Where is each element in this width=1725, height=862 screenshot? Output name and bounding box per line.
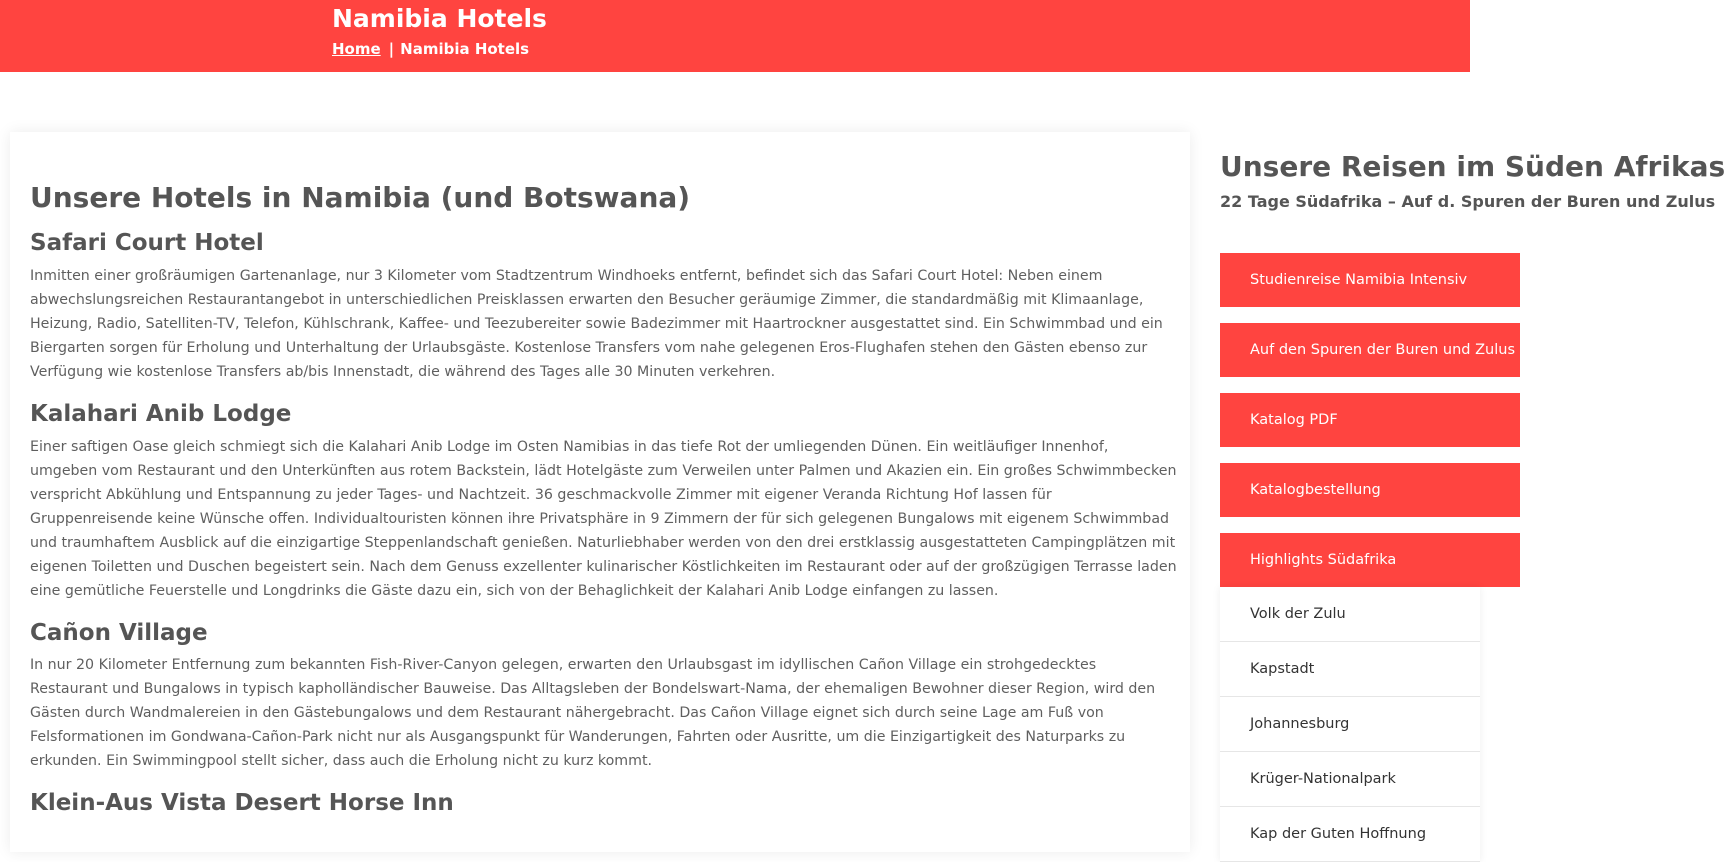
sidebar-button-katalogbestellung[interactable]: Katalogbestellung: [1220, 463, 1520, 517]
sidebar-link-krueger-nationalpark[interactable]: Krüger-Nationalpark: [1220, 752, 1480, 807]
breadcrumb: [332, 40, 529, 58]
hotel-description-safari-court: Inmitten einer großräumigen Gartenanlage, nur 3 Kilometer vom Stadtzentrum Windhoeks entfernt, befindet sich das Safari Court Hotel: Neben einem abwechslungsreichen Restaurantangebot in unterschiedlichen Preisklassen erwarten den Besucher geräumige Zimmer, die standardmäßig mit Klimaanlage, Heizung, Radio, Satelliten-TV, Telefon, Kühlschrank, Kaffee- und Teezubereiter sowie Badezimmer mit Haartrockner ausgestattet sind. Ein Schwimmbad und ein Biergarten sorgen für Erholung und Unterhaltung der Urlaubsgäste. Kostenlose Transfers vom nahe gelegenen Eros-Flughafen stehen den Gästen ebenso zur Verfügung wie kostenlose Transfers ab/bis Innenstadt, die während des Tages alle 30 Minuten verkehren.: [30, 267, 1163, 380]
hotel-name-safari-court: Safari Court Hotel: [30, 230, 264, 256]
main-content: [30, 180, 1178, 824]
sidebar-link-johannesburg[interactable]: Johannesburg: [1220, 697, 1480, 752]
sidebar-button-highlights-suedafrika[interactable]: Highlights Südafrika: [1220, 533, 1520, 587]
sidebar-heading: Unsere Reisen im Süden Afrikas: [1220, 150, 1725, 183]
sidebar-link-kapstadt[interactable]: Kapstadt: [1220, 642, 1480, 697]
hotel-name-canon-village: Cañon Village: [30, 619, 208, 646]
hotel-name-klein-aus-vista: Klein-Aus Vista Desert Horse Inn: [30, 790, 454, 817]
main-content-card: [10, 132, 1190, 852]
sidebar-button-group: [1220, 253, 1515, 603]
sidebar-link-kap-der-guten-hoffnung[interactable]: Kap der Guten Hoffnung: [1220, 807, 1480, 862]
sidebar-subheading: 22 Tage Südafrika – Auf d. Spuren der Buren und Zulus: [1220, 191, 1716, 211]
breadcrumb-separator: |: [388, 40, 395, 58]
sidebar: [1220, 140, 1725, 842]
sidebar-button-spuren-buren-zulus[interactable]: Auf den Spuren der Buren und Zulus: [1220, 323, 1520, 377]
hotel-description-canon-village: In nur 20 Kilometer Entfernung zum bekannten Fish-River-Canyon gelegen, erwarten den Urlaubsgast im idyllischen Cañon Village ein strohgedecktes Restaurant und Bungalows in typisch kapholländischer Bauweise. Das Alltagsleben der Bondelswart-Nama, der ehemaligen Bewohner dieser Region, wird den Gästen durch Wandmalereien in den Gästebungalows und dem Restaurant nähergebracht. Das Cañon Village eignet sich durch seine Lage am Fuß von Felsformationen im Gondwana-Cañon-Park nicht nur als Ausgangspunkt für Wanderungen, Fahrten oder Ausritte, um die Einzigartigkeit des Naturparks zu erkunden. Ein Swimmingpool stellt sicher, dass auch die Erholung nicht zu kurz kommt.: [30, 657, 1156, 770]
breadcrumb-current: Namibia Hotels: [400, 40, 530, 58]
sidebar-link-list: [1220, 587, 1480, 862]
content-heading: Unsere Hotels in Namibia (und Botswana): [30, 181, 691, 214]
page-title: Namibia Hotels: [332, 4, 547, 33]
sidebar-link-volk-der-zulu[interactable]: Volk der Zulu: [1220, 587, 1480, 642]
sidebar-button-studienreise-namibia[interactable]: Studienreise Namibia Intensiv: [1220, 253, 1520, 307]
sidebar-button-katalog-pdf[interactable]: Katalog PDF: [1220, 393, 1520, 447]
page-header: [0, 0, 1470, 72]
hotel-description-kalahari-anib: Einer saftigen Oase gleich schmiegt sich die Kalahari Anib Lodge im Osten Namibias in das tiefe Rot der umliegenden Dünen. Ein weitläufiger Innenhof, umgeben vom Restaurant und den Unterkünften aus rotem Backstein, lädt Hotelgäste zum Verweilen unter Palmen und Akazien ein. Ein großes Schwimmbecken verspricht Abkühlung und Entspannung zu jeder Tages- und Nachtzeit. 36 geschmackvolle Zimmer mit eigener Veranda Richtung Hof lassen für Gruppenreisende keine Wünsche offen. Individualtouristen können ihre Privatsphäre in 9 Zimmern der für sich gelegenen Bungalows mit eigenem Schwimmbad und traumhaftem Ausblick auf die einzigartige Steppenlandschaft genießen. Naturliebhaber werden von den drei erstklassig ausgestatteten Campingplätzen mit eigenen Toiletten und Duschen begeistert sein. Nach dem Genuss exzellenter kulinarischer Köstlichkeiten im Restaurant oder auf der großzügigen Terrasse laden eine gemütliche Feuerstelle und Longdrinks die Gäste dazu ein, sich von der Behaglichkeit der Kalahari Anib Lodge einfangen zu lassen.: [30, 438, 1177, 599]
hotel-name-kalahari-anib: Kalahari Anib Lodge: [30, 400, 292, 427]
breadcrumb-home-link[interactable]: Home: [332, 40, 381, 58]
